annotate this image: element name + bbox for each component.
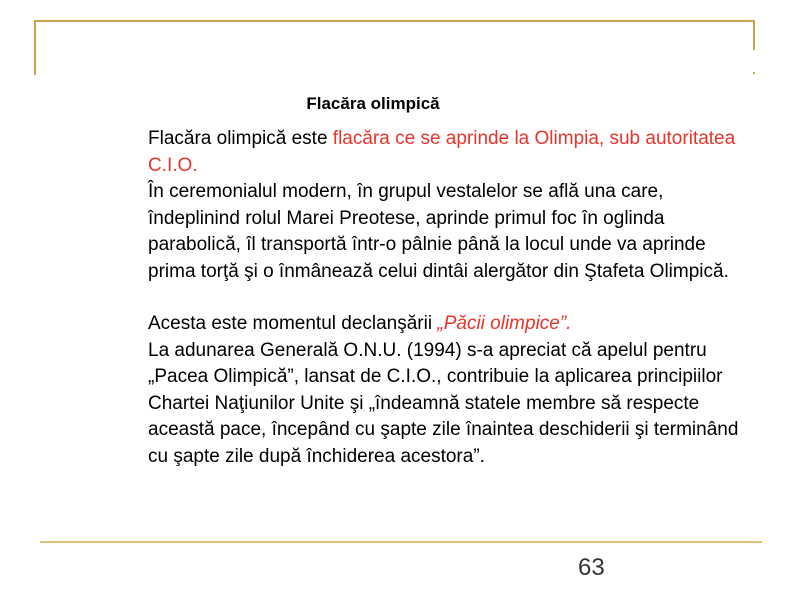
- frame-left-border: [34, 20, 36, 75]
- paragraph-3-highlight: „Păcii olimpice”.: [437, 313, 572, 334]
- frame-right-border: [753, 20, 755, 50]
- frame-corner-dot: [753, 72, 755, 74]
- paragraph-2: În ceremonialul modern, în grupul vestalelor se află una care, îndeplinind rolul Marei Preotese, aprinde primul foc în oglinda parabolică, îl transportă într-o pâlnie până la locul unde va aprinde prima torţă şi o înmânează celui dintâi alergător din Ştafeta Olimpică.: [148, 181, 729, 282]
- page-number: 63: [578, 554, 605, 581]
- slide-title: Flacăra olimpică: [306, 94, 440, 113]
- paragraph-1-text: Flacăra olimpică este: [148, 128, 333, 149]
- paragraph-3: [68, 311, 740, 338]
- paragraph-1-highlight: flacăra ce se aprinde la Olimpia, sub autoritatea C.I.O.: [148, 128, 736, 176]
- frame-top-border: [34, 20, 755, 22]
- slide-body: [68, 126, 740, 470]
- paragraph-3-text: Acesta este momentul declanşării: [148, 313, 438, 334]
- paragraph-4: La adunarea Generală O.N.U. (1994) s-a apreciat că apelul pentru „Pacea Olimpică”, lansat de C.I.O., contribuie la aplicarea principiilor Chartei Naţiunilor Unite şi „îndeamnă statele membre să respecte această pace, începând cu şapte zile înaintea deschiderii şi terminând cu şapte zile după închiderea acestora”.: [148, 339, 739, 467]
- paragraph-1: [68, 126, 740, 179]
- paragraph-spacer: [68, 285, 740, 311]
- footer-rule: [40, 541, 762, 543]
